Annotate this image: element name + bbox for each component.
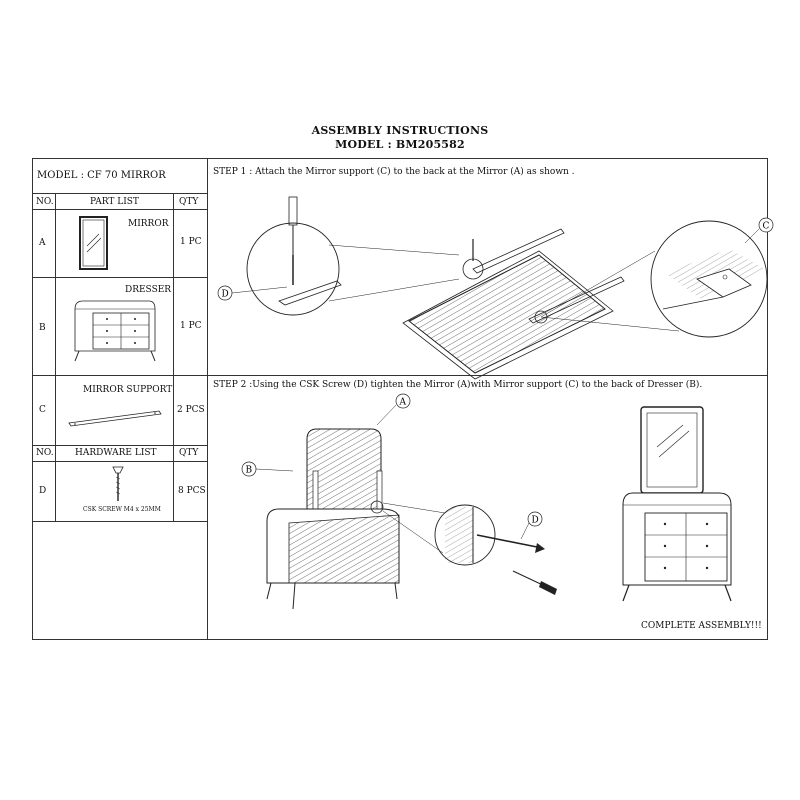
hw-header-list: HARDWARE LIST bbox=[75, 448, 157, 458]
col-header-part-list: PART LIST bbox=[90, 197, 139, 207]
part-no: A bbox=[39, 238, 46, 248]
step1-illustration bbox=[209, 189, 769, 375]
complete-assembly-text: COMPLETE ASSEMBLY!!! bbox=[641, 621, 762, 631]
part-qty: 2 PCS bbox=[177, 405, 205, 415]
col-header-qty: QTY bbox=[179, 197, 199, 207]
row-line bbox=[33, 193, 207, 194]
step-separator bbox=[33, 375, 767, 376]
instruction-frame bbox=[32, 158, 768, 640]
hw-header-no: NO. bbox=[36, 448, 54, 458]
mirror-part-image bbox=[79, 216, 109, 272]
callout-c-label: C bbox=[762, 221, 770, 232]
document-title: ASSEMBLY INSTRUCTIONS bbox=[311, 124, 489, 137]
dresser-part-image bbox=[71, 295, 161, 367]
row-line bbox=[33, 461, 207, 462]
row-line bbox=[33, 209, 207, 210]
col-line bbox=[173, 193, 174, 521]
part-name: MIRROR bbox=[128, 219, 169, 229]
callout-d2-label: D bbox=[531, 515, 539, 526]
hardware-no: D bbox=[39, 486, 47, 496]
row-line bbox=[33, 521, 207, 522]
model-number: MODEL : BM205582 bbox=[335, 138, 465, 151]
row-line bbox=[33, 277, 207, 278]
hardware-qty: 8 PCS bbox=[178, 486, 206, 496]
part-qty: 1 PC bbox=[180, 237, 202, 247]
step2-illustration bbox=[209, 395, 769, 635]
parts-divider bbox=[207, 159, 208, 639]
callout-d-label: D bbox=[221, 289, 229, 300]
step2-text: STEP 2 :Using the CSK Screw (D) tighten the Mirror (A)with Mirror support (C) to the back of Dresser (B). bbox=[213, 380, 703, 390]
callout-a-label: A bbox=[399, 397, 406, 408]
mirror-support-image bbox=[67, 405, 163, 429]
part-no: C bbox=[39, 405, 46, 415]
step1-text: STEP 1 : Attach the Mirror support (C) to the back at the Mirror (A) as shown . bbox=[213, 167, 575, 177]
model-label: MODEL : CF 70 MIRROR bbox=[37, 170, 166, 181]
col-line bbox=[55, 193, 56, 521]
callout-b-label: B bbox=[245, 465, 253, 476]
hardware-name: CSK SCREW M4 x 25MM bbox=[83, 506, 161, 513]
hw-header-qty: QTY bbox=[179, 448, 199, 458]
part-name: MIRROR SUPPORT bbox=[83, 385, 173, 395]
screw-icon bbox=[111, 465, 125, 505]
part-name: DRESSER bbox=[125, 285, 172, 295]
part-qty: 1 PC bbox=[180, 321, 202, 331]
part-no: B bbox=[39, 323, 46, 333]
row-line bbox=[33, 445, 207, 446]
col-header-no: NO. bbox=[36, 197, 54, 207]
